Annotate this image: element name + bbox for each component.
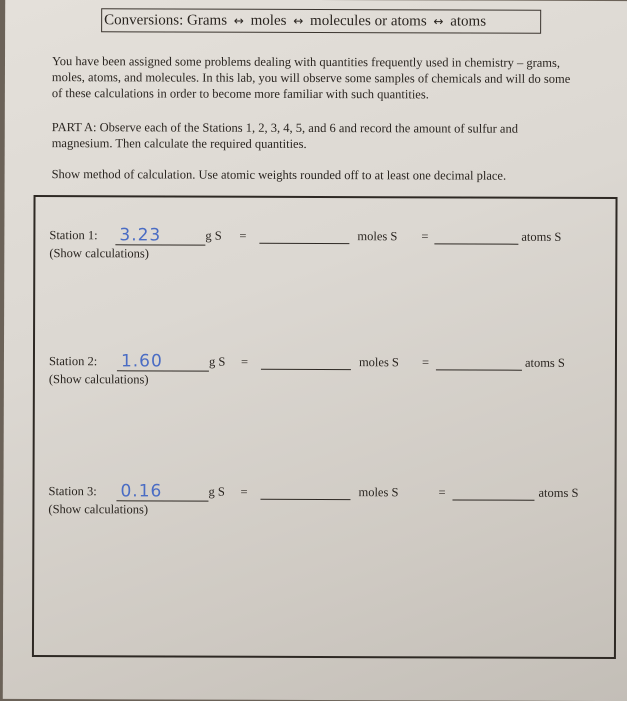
equals-sign: = (421, 229, 429, 244)
station-label: Station 3: (48, 484, 97, 499)
moles-unit: moles S (358, 485, 399, 500)
station-label: Station 2: (48, 354, 98, 369)
atoms-blank[interactable] (434, 242, 518, 244)
show-calculations-label: (Show calculations) (48, 502, 149, 517)
title-grams: Grams (187, 12, 228, 29)
double-arrow-icon: ↔ (293, 13, 304, 28)
intro-paragraph: You have been assigned some problems dealing with quantities frequently used in chemistry – grams, moles, atoms, and molecules. In this lab, you will observe some samples of chemicals and will do some of these calculations in order to become more familiar with such quantities. (51, 54, 571, 102)
worksheet-title (101, 8, 541, 34)
moles-unit: moles S (357, 229, 398, 244)
station-1 (49, 227, 609, 263)
double-arrow-icon: ↔ (433, 14, 444, 29)
equals-sign: = (438, 485, 446, 500)
atoms-blank[interactable] (452, 498, 534, 500)
title-atoms: atoms (450, 13, 487, 30)
grams-answer[interactable]: 0.16 (116, 482, 208, 501)
station-2 (49, 353, 609, 389)
atoms-unit: atoms S (524, 355, 565, 370)
moles-blank[interactable] (261, 368, 351, 370)
equals-sign: = (421, 355, 430, 370)
atoms-unit: atoms S (521, 229, 562, 244)
moles-blank[interactable] (259, 242, 349, 244)
equals-sign: = (240, 484, 248, 499)
grams-unit: g S (205, 228, 222, 243)
station-label: Station 1: (49, 228, 98, 243)
double-arrow-icon: ↔ (233, 13, 244, 28)
station-3 (48, 483, 608, 519)
title-moles: moles (250, 12, 287, 29)
answer-box (32, 195, 618, 659)
equals-sign: = (240, 354, 249, 369)
grams-answer[interactable]: 3.23 (115, 226, 205, 245)
title-molecules: molecules or atoms (310, 12, 427, 30)
title-conversions: Conversions: (104, 12, 184, 29)
grams-unit: g S (208, 354, 226, 369)
grams-answer[interactable]: 1.60 (117, 352, 209, 371)
moles-unit: moles S (358, 355, 399, 370)
show-calculations-label: (Show calculations) (49, 246, 150, 261)
show-calculations-label: (Show calculations) (48, 372, 149, 387)
atoms-blank[interactable] (436, 368, 522, 370)
grams-unit: g S (208, 484, 225, 499)
moles-blank[interactable] (260, 498, 350, 500)
atoms-unit: atoms S (538, 485, 579, 500)
part-a-instructions: PART A: Observe each of the Stations 1, 2, 3, 4, 5, and 6 and record the amount of sulfur and magnesium. Then calculate the required quantities. (51, 120, 518, 151)
equals-sign: = (239, 228, 247, 243)
worksheet-page (3, 0, 627, 701)
method-instructions: Show method of calculation. Use atomic weights rounded off to at least one decimal place. (51, 167, 507, 183)
